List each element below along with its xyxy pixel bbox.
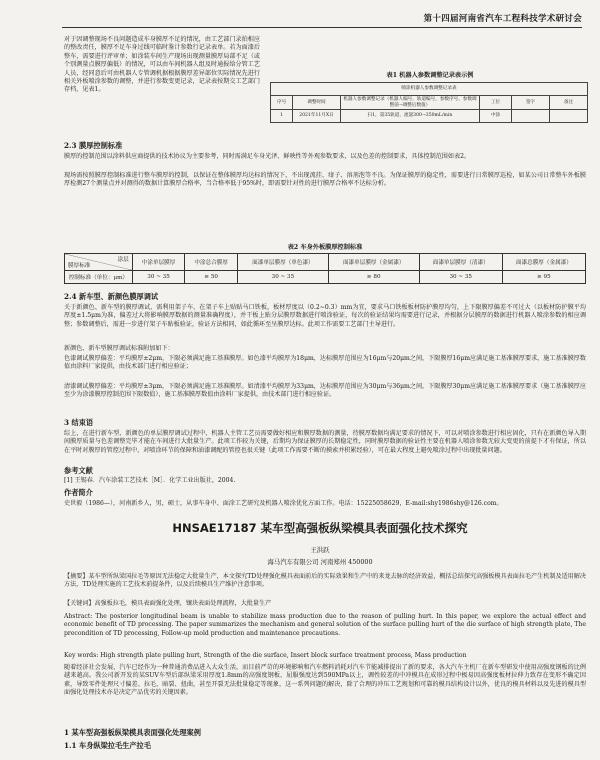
author-bio: 史世毅（1986—），河南新乡人，男，硕士，从事车身中、面涂工艺研究及机器人喷涂优化方面工作。电话：15225058629，E-mail:shy1986shy@126.com。 [64, 500, 503, 507]
table1-header: 签字 [511, 96, 549, 110]
table1-header: 备注 [549, 96, 587, 110]
table1-cell: 扫1，第35轨道，流量300→350mL/min [340, 110, 479, 123]
section-1-1-heading: 1.1 车身纵梁拉毛生产拉毛 [64, 741, 151, 750]
table2-cell: 30 ~ 35 [132, 271, 185, 284]
section-2-4-body: 色漆调试膜厚偏差：平均膜厚±2μm，下限必须满足施工基准膜厚。如色漆平均膜厚为18μm，达标膜厚范围应为16μm与20μm之间，下限膜厚16μm应满足施工基准膜厚要求，施工基准膜厚数值由涂料厂家提供，由技术部门进行相应验证； [64, 355, 586, 371]
table2-caption: 表2 车身外板膜厚控制标准 [287, 244, 363, 251]
keywords-en: Key words: High strength plate pulling hurt, Strength of the die surface, Insert block surface treatment process, Mass production [64, 652, 467, 659]
table1-cell: 2021年11月X日 [293, 110, 341, 123]
table2-row [65, 271, 586, 284]
table1-header-row [271, 96, 588, 110]
table2-cell: 30 ~ 35 [238, 271, 329, 284]
table2-cell: ≥ 80 [328, 271, 419, 284]
section-2-3-body: 膜厚的控制范围以涂料供应商提供的技术协议为主要参考，同时需满足车身光泽、鲜映性等外观参数要求，以及色差的控制要求，具体控制范围如表2。 [64, 153, 471, 160]
table1-cell: 中涂 [480, 110, 512, 123]
intro-body: 随着经济社会发展，汽车已经作为一种普通消费品进入大众生活，而目前严苛的环境影响和汽车燃料消耗对汽车节能减排提出了新的要求，各大汽车主机厂在新车型研发中使用高强度钢板的比例越来越高。我公司新开发的某SUV车型后部纵梁采用厚度1.8mm的高强度钢板，屈服强度达到590MPa以上，调性较差的中冲模具在成形过程中极易因高强度板材拉伸力致存在变形不确定因素，导致零件处理尺寸偏差、拉毛、暗裂、扭曲，甚至开裂无法批量稳定等现象，这一系列问题的解决，除了合理的冲压工艺规划和可靠的模具结构设计以外，优良的模具材料以及先进的模具型面强化处理技术亦是决定产品优劣的关键因素。 [64, 664, 586, 697]
table1 [270, 82, 588, 123]
table2-header: 中涂单层膜厚 [132, 254, 185, 271]
keywords-cn: 【关键词】高强板拉毛，模具表面强化处理，镶块表面处理流程，大批量生产 [64, 600, 272, 607]
table2-cell: 30 ~ 35 [419, 271, 502, 284]
table2-header: 面漆单层膜厚（金属漆） [328, 254, 419, 271]
table2-diag-bottom: 膜厚标准 [68, 263, 91, 269]
table2-diag-top: 涂层 [117, 257, 129, 263]
table1-cell [511, 110, 549, 123]
section-3-body: 综上，在进行新车型、新颜色的单层膜厚调试过程中，机器人主管工艺员需要做好相应和膜厚数据的测量，待膜厚数据均满足要求的情况下，可以对喷涂参数进行相应固化，只有在新颜色导入期间膜厚质量与色差调整完毕才能在车间进行大批量生产。此项工作较为关键，后期均为保证膜厚的长期稳定性，同时膜厚数据的验证性主要在机器人喷涂参数无较大变更的前提下才有保证，所以在平时对膜厚的管控过程中，对喷涂环节的保障和油漆调配的管控也很关键（此项工作需要不断的摸索并积累经验），可在最大程度上避免喷涂过程中出现批量问题。 [64, 430, 586, 454]
references-heading: 参考文献 [64, 466, 93, 475]
table1-row [271, 110, 588, 123]
abstract-en: Abstract: The posterior longitudinal beam is unable to stabilize mass production due to the reason of pulling hurt. In this paper, we explore the actual effect and economic benefit of TD processing. The paper summarizes the mechanism and general solution of the surface pulling hurt of the die surface of high strength plate, The precondition of TD processing, Follow-up mold production and maintenance precautions. [64, 613, 586, 637]
table2-header-row [65, 254, 586, 271]
section-3-heading: 3 结束语 [64, 418, 94, 427]
table2-corner-cell [65, 254, 133, 271]
section-2-4-heading: 2.4 新车型、新颜色膜厚调试 [64, 292, 159, 301]
table1-header: 工位 [480, 96, 512, 110]
header-rule [62, 27, 582, 28]
section-1-heading: 1 某车型高强板纵梁模具表面强化处理案例 [64, 728, 201, 737]
table1-cell [549, 110, 587, 123]
table1-header: 调整时间 [293, 96, 341, 110]
table2-cell: ≥ 95 [502, 271, 585, 284]
table2-header: 面漆总膜厚（金属漆） [502, 254, 585, 271]
table1-cell: 1 [271, 110, 293, 123]
table1-caption: 表1 机器人参数调整记录表示例 [386, 72, 474, 79]
table2-header: 中涂总合膜厚 [185, 254, 238, 271]
table2-header: 面漆单层膜厚（清漆） [419, 254, 502, 271]
table2-cell: ≥ 50 [185, 271, 238, 284]
reference-item: [1] 王锡春．汽车涂装工艺技术［M］．化学工业出版社，2004. [64, 477, 236, 484]
article-affiliation: 海马汽车有限公司 河南郑州 450000 [267, 558, 373, 566]
section-2-4-body: 新颜色、新车型膜厚调试标准附加如下： [64, 345, 174, 352]
table2 [64, 253, 586, 284]
table1-header: 机器人参数调整记录（机器人编号，轨道编号，参数序号，参数调整前→调整后数值） [340, 96, 479, 110]
section-2-4-body: 清漆调试膜厚偏差：平均膜厚±3μm，下限必须满足施工基准膜厚。如清漆平均膜厚为33μm，达标膜厚范围应为30μm与36μm之间，下限膜厚30μm应满足施工基准膜厚要求（施工基准膜厚应至少为涂漆膜厚控制范围下限数值），施工基准膜厚数值由涂料厂家提供，由技术部门进行相应验证。 [64, 383, 586, 399]
table2-header: 面漆单层膜厚（单色漆） [238, 254, 329, 271]
article-author: 王洪跃 [310, 546, 330, 554]
intro-paragraph: 对于因调整现场不良问题造成车身膜厚不足的情况，由工艺部门录拍相应的整改责任，膜厚不足车身过线可临时鉴计参数行记录表单。若为面漆后整车，需要进行评审单；如涂装车间生产现场出现测量膜厚局部不足（或个别测量点膜厚偏低）的情况，可以由车间机器人组及时通报给分管工艺人员，经同意后可由机器人专管调机据根据膜厚差异部位实际情况先进行相关外板喷涂参数的调整，并进行参数变更记录，记录表按期交工艺部门存档，见表1。 [64, 36, 260, 94]
table1-header: 序号 [271, 96, 293, 110]
section-2-3-body: 现场需按照膜厚控制标准进行整车膜厚的控制，以保证在整体膜厚均达标的情况下，不出现流挂、痱子、溶剂泡等不良。为保证膜厚的稳定性，需要进行日常膜厚巡检，如某公司日常整车外板膜厚检测27个测量点并对测得的数据计算膜厚合格率，当合格率低于95%时，即需要针对性的进行膜厚合格率不达标分析。 [64, 172, 586, 188]
article-title: HNSAE17187 某车型高强板纵梁模具表面强化技术探究 [172, 521, 468, 535]
table2-row-label: 控制标准（单位：μm） [65, 271, 133, 284]
section-2-4-body: 关于新颜色、新车型的膜厚调试，需利用架子车，在架子车上贴贴马口铁板，板材厚度以（0.2~0.3）mm为宜，要求马口铁板板材防护膜厚均匀，上下限膜厚偏差不可过大（以板材防护膜平均厚度±1.5μm为准，偏差过大将影响膜厚数据的测量准确程度），并干板上贴分层膜厚数据进行喷涂验证，每次的验证结果均需要进行记录，并根据分层膜厚的数据进行机器人喷涂参数的相应调整；参数调整后，需进一步进行架子车贴板验证，验证方法相同，如此循环至呈膜厚达标。此项工作需要工艺部门主导进行。 [64, 304, 586, 328]
abstract-cn: 【摘要】某车型所纵梁国拉毛等原因无法稳定大批量生产，本文探究TD处理强化模具表面前后的实际效果和生产中的来龙去脉的经济效益，概括总结探究高强板模具表面拉毛产生机制及适用解决方法，TD处理实施的工艺技术前提条件，以及后续模具生产维护注意事项。 [64, 573, 586, 589]
running-title: 第十四届河南省汽车工程科技学术研讨会 [423, 14, 582, 24]
author-heading: 作者简介 [64, 488, 93, 497]
table1-title-row: 喷涂机器人参数调整记录表 [271, 83, 588, 96]
section-2-3-heading: 2.3 膜厚控制标准 [64, 141, 123, 150]
